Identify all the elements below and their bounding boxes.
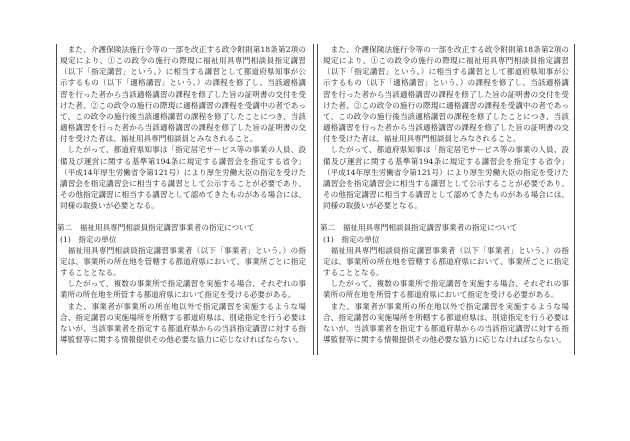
paragraph-other-locations: また、事業者が事業所の所在地以外で指定講習を実施するような場合、指定講習の実施場所を所轄する都道府県は、別途指定を行う必要はないが、当該事業者を指定する都道府県からの当該指定講習に対する指導監督等に関する情報提供その他必要な協力に応じなければならない。: [323, 301, 569, 345]
section-heading: 第二 福祉用具専門相談員指定講習事業者の指定について: [320, 223, 518, 233]
paragraph-gap: [60, 211, 306, 222]
paragraph-gap: [323, 211, 569, 222]
right-column: [320, 44, 569, 345]
paragraph-multiple-offices: したがって、複数の事業所で指定講習を実施する場合、それぞれの事業所の所在地を所管する都道府県において指定を受ける必要がある。: [60, 279, 306, 300]
column-divider-right: [574, 44, 575, 355]
section-heading: 第二 福祉用具専門相談員指定講習事業者の指定について: [57, 223, 255, 233]
column-divider-center-right: [317, 44, 318, 355]
column-divider-left: [56, 44, 57, 355]
paragraph-transitional-provision: また、介護保険法施行令等の一部を改正する政令附則第18条第2項の規定により、①この政令の施行の際現に福祉用具専門相談員指定講習（以下「指定講習」という。）に相当する講習として都道府県知事が公示するもの（以下「適格講習」という。）の課程を修了し、当該適格講習を行った者から当該適格講習の課程を修了した旨の証明書の交付を受けた者、②この政令の施行の際現に適格講習の課程を受講中の者であって、この政令の施行後当該適格講習の課程を修了したことにつき、当該適格講習を行った者から当該適格講習の課程を修了した旨の証明書の交付を受けた者は、福祉用具専門相談員とみなされること。: [60, 45, 306, 144]
paragraph-multiple-offices: したがって、複数の事業所で指定講習を実施する場合、それぞれの事業所の所在地を所管する都道府県において指定を受ける必要がある。: [323, 279, 569, 300]
sub-heading: (1) 指定の単位: [60, 234, 117, 244]
left-column: [57, 44, 306, 345]
paragraph-other-locations: また、事業者が事業所の所在地以外で指定講習を実施するような場合、指定講習の実施場所を所轄する都道府県は、別途指定を行う必要はないが、当該事業者を指定する都道府県からの当該指定講習に対する指導監督等に関する情報提供その他必要な協力に応じなければならない。: [60, 301, 306, 345]
paragraph-prefectural-notice: したがって、都道府県知事は「指定居宅サービス等の事業の人員、設備及び運営に関する基準第194条に規定する講習会を指定する省令」（平成14年厚生労働省令第121号）により厚生労働大臣の指定を受けた講習会を指定講習会に相当する講習として公示することが必要であり、その他指定講習に相当する講習として認めてきたものがある場合には、同様の取扱いが必要となる。: [60, 145, 306, 211]
paragraph-designation-unit: 福祉用具専門相談員指定講習事業者（以下「事業者」という。）の指定は、事業所の所在地を管轄する都道府県において、事業所ごとに指定することとなる。: [60, 245, 306, 278]
paragraph-designation-unit: 福祉用具専門相談員指定講習事業者（以下「事業者」という。）の指定は、事業所の所在地を管轄する都道府県において、事業所ごとに指定することとなる。: [323, 245, 569, 278]
paragraph-transitional-provision: また、介護保険法施行令等の一部を改正する政令附則第18条第2項の規定により、①この政令の施行の際現に福祉用具専門相談員指定講習（以下「指定講習」という。）に相当する講習として都道府県知事が公示するもの（以下「適格講習」という。）の課程を修了し、当該適格講習を行った者から当該適格講習の課程を修了した旨の証明書の交付を受けた者、②この政令の施行の際現に適格講習の課程を受講中の者であって、この政令の施行後当該適格講習の課程を修了したことにつき、当該適格講習を行った者から当該適格講習の課程を修了した旨の証明書の交付を受けた者は、福祉用具専門相談員とみなされること。: [323, 45, 569, 144]
sub-heading: (1) 指定の単位: [323, 234, 380, 244]
paragraph-prefectural-notice: したがって、都道府県知事は「指定居宅サービス等の事業の人員、設備及び運営に関する基準第194条に規定する講習会を指定する省令」（平成14年厚生労働省令第121号）により厚生労働大臣の指定を受けた講習会を指定講習会に相当する講習として公示することが必要であり、その他指定講習に相当する講習として認めてきたものがある場合には、同様の取扱いが必要となる。: [323, 145, 569, 211]
column-divider-center-left: [313, 44, 314, 355]
